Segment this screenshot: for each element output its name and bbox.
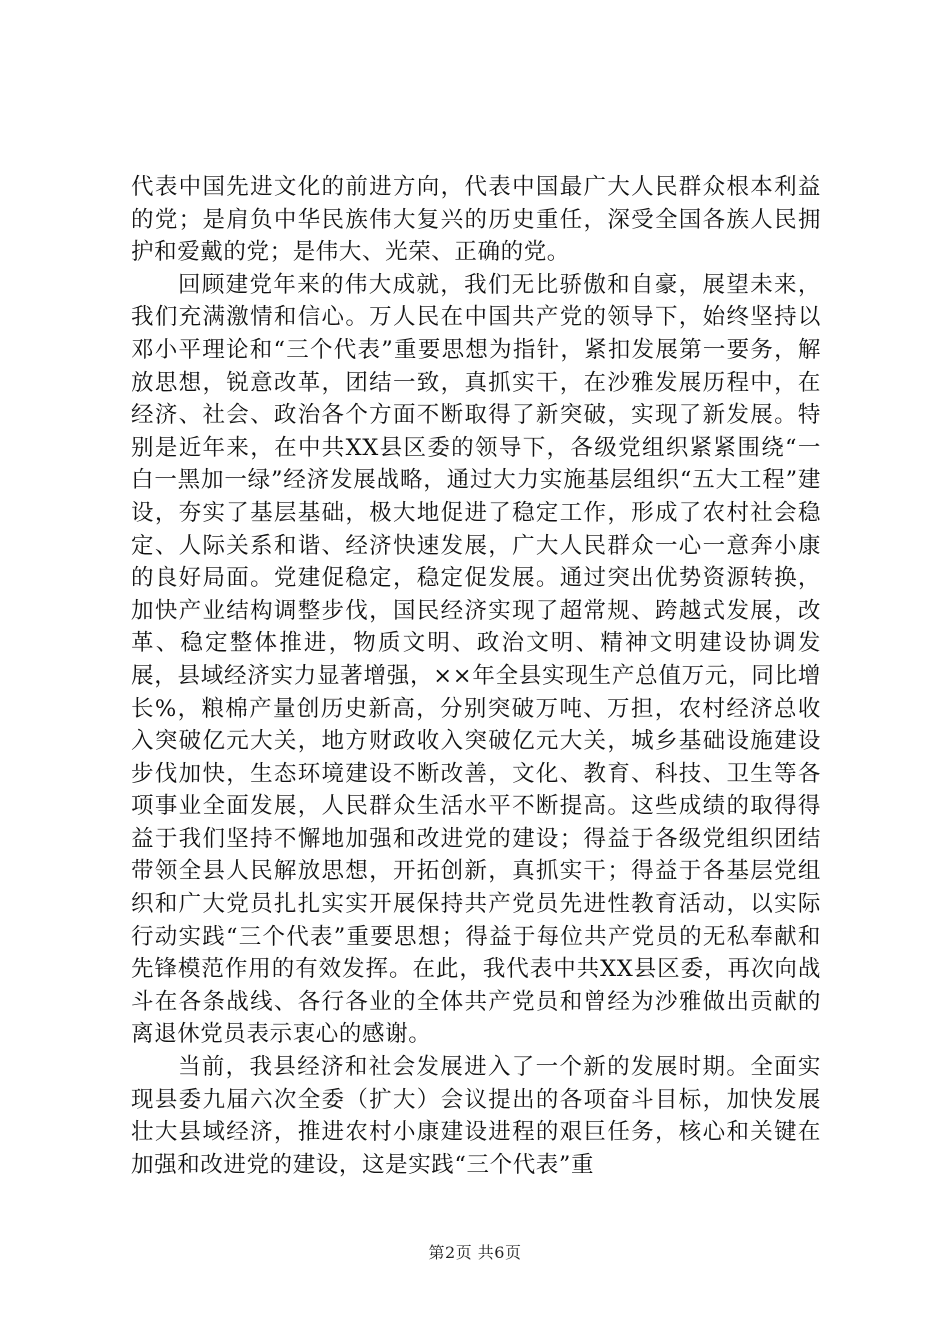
page-footer: 第2页 共6页 (428, 1243, 522, 1262)
paragraph-2: 回顾建党年来的伟大成就，我们无比骄傲和自豪，展望未来，我们充满激情和信心。万人民在中国共产党的领导下，始终坚持以邓小平理论和“三个代表”重要思想为指针，紧扣发展第一要务，解放思想，锐意改革，团结一致，真抓实干，在沙雅发展历程中，在经济、社会、政治各个方面不断取得了新突破，实现了新发展。特别是近年来，在中共XX县区委的领导下，各级党组织紧紧围绕“一白一黑加一绿”经济发展战略，通过大力实施基层组织“五大工程”建设，夯实了基层基础，极大地促进了稳定工作，形成了农村社会稳定、人际关系和谐、经济快速发展，广大人民群众一心一意奔小康的良好局面。党建促稳定，稳定促发展。通过突出优势资源转换，加快产业结构调整步伐，国民经济实现了超常规、跨越式发展，改革、稳定整体推进，物质文明、政治文明、精神文明建设协调发展，县域经济实力显著增强，××年全县实现生产总值万元，同比增长%，粮棉产量创历史新高，分别突破万吨、万担，农村经济总收入突破亿元大关，地方财政收入突破亿元大关，城乡基础设施建设步伐加快，生态环境建设不断改善，文化、教育、科技、卫生等各项事业全面发展，人民群众生活水平不断提高。这些成绩的取得得益于我们坚持不懈地加强和改进党的建设；得益于各级党组织团结带领全县人民解放思想，开拓创新，真抓实干；得益于各基层党组织和广大党员扎扎实实开展保持共产党员先进性教育活动，以实际行动实践“三个代表”重要思想；得益于每位共产党员的无私奉献和先锋模范作用的有效发挥。在此，我代表中共XX县区委，再次向战斗在各条战线、各行各业的全体共产党员和曾经为沙雅做出贡献的离退休党员表示衷心的感谢。 (131, 271, 821, 1048)
document-body (131, 171, 821, 1181)
paragraph-1: 代表中国先进文化的前进方向，代表中国最广大人民群众根本利益的党；是肩负中华民族伟大复兴的历史重任，深受全国各族人民拥护和爱戴的党；是伟大、光荣、正确的党。 (131, 174, 821, 266)
paragraph-3: 当前，我县经济和社会发展进入了一个新的发展时期。全面实现县委九届六次全委（扩大）会议提出的各项奋斗目标，加快发展壮大县域经济，推进农村小康建设进程的艰巨任务，核心和关键在加强和改进党的建设，这是实践“三个代表”重 (131, 1054, 821, 1178)
